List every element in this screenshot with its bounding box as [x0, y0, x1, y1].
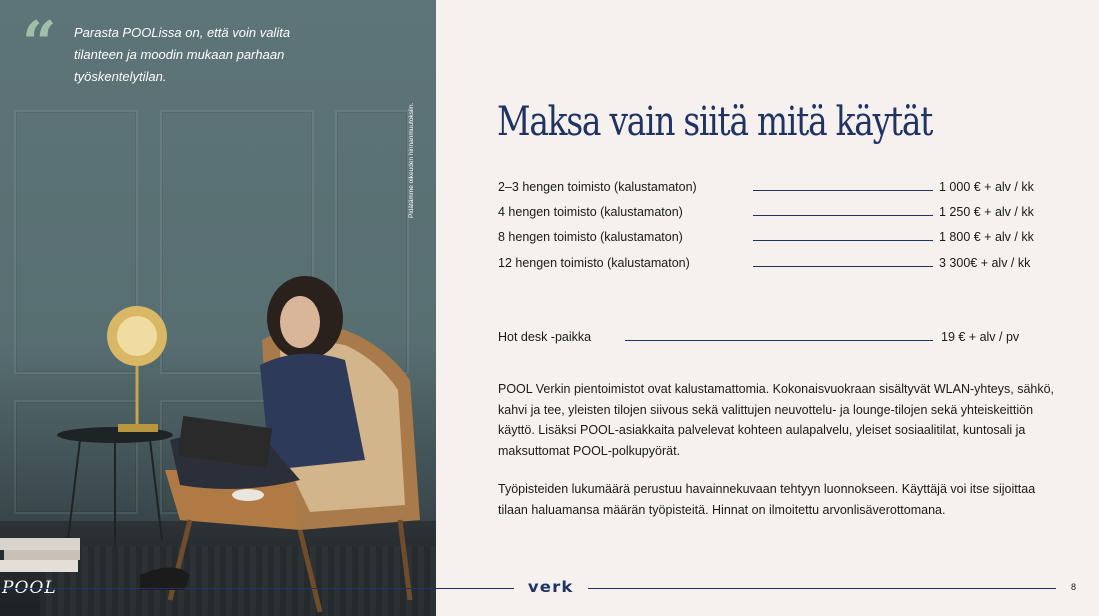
leader-line [753, 190, 933, 191]
book-stack [4, 550, 80, 560]
hotdesk-row [498, 330, 1058, 350]
price-label: 8 hengen toimisto (kalustamaton) [498, 230, 683, 244]
price-label: 4 hengen toimisto (kalustamaton) [498, 205, 683, 219]
price-value: 1 800 € + alv / kk [939, 230, 1034, 244]
price-change-notice: Pidätämme oikeuden hinnanmuutoksiin. [408, 102, 415, 218]
testimonial-quote: Parasta POOLissa on, että voin valita tilanteen ja moodin mukaan parhaan työskentelytilan. [74, 25, 291, 84]
price-row [498, 205, 1058, 225]
price-row [498, 256, 1058, 276]
footer-rule-left [0, 588, 514, 589]
chair-leg [300, 530, 320, 612]
hotdesk-label: Hot desk -paikka [498, 330, 592, 344]
leader-line [753, 215, 933, 216]
verk-logo: verk [527, 578, 574, 596]
book-stack [0, 538, 80, 550]
shoe [140, 568, 190, 591]
leader-line [753, 240, 933, 241]
price-value: 1 250 € + alv / kk [939, 205, 1034, 219]
price-label: 2–3 hengen toimisto (kalustamaton) [498, 180, 697, 194]
page-number: 8 [1071, 582, 1077, 592]
lamp-base [118, 424, 158, 432]
side-table-leg [68, 440, 80, 540]
leader-line [753, 266, 933, 267]
person-sock [232, 489, 264, 501]
price-value: 1 000 € + alv / kk [939, 180, 1034, 194]
pool-logo: POOL [2, 578, 57, 598]
hero-photo [0, 0, 436, 616]
side-table-leg [150, 440, 162, 540]
person-face [280, 296, 320, 348]
footer-rule-right [588, 588, 1056, 589]
lamp-globe-inner [117, 316, 157, 356]
price-value: 3 300€ + alv / kk [939, 256, 1031, 270]
price-row [498, 230, 1058, 250]
leader-line [625, 340, 933, 341]
price-row [498, 180, 1058, 200]
quote-mark-icon: “ [22, 9, 57, 79]
hotdesk-value: 19 € + alv / pv [941, 330, 1020, 344]
note-paragraph: Työpisteiden lukumäärä perustuu havainnekuvaan tehtyyn luonnokseen. Käyttäjä voi itse sijoittaa tilaan haluamansa määrän työpisteitä. Hinnat on ilmoitettu arvonlisäverottomana. [498, 482, 1036, 517]
scene-illustration [0, 0, 436, 616]
description-paragraph: POOL Verkin pientoimistot ovat kalustamattomia. Kokonaisvuokraan sisältyvät WLAN-yhteys, sähkö, kahvi ja tee, yleisten tilojen siivous sekä valittujen neuvottelu- ja lounge-tilojen sekä yhteiskeittiön käyttö. Lisäksi POOL-asiakkaita palvelevat kohteen aulapalvelu, yleiset sosiaalitilat, kuntosali ja maksuttomat POOL-polkupyörät. [498, 382, 1055, 458]
page-title: Maksa vain siitä mitä käytät [497, 99, 933, 145]
book-stack [0, 560, 78, 572]
price-label: 12 hengen toimisto (kalustamaton) [498, 256, 690, 270]
